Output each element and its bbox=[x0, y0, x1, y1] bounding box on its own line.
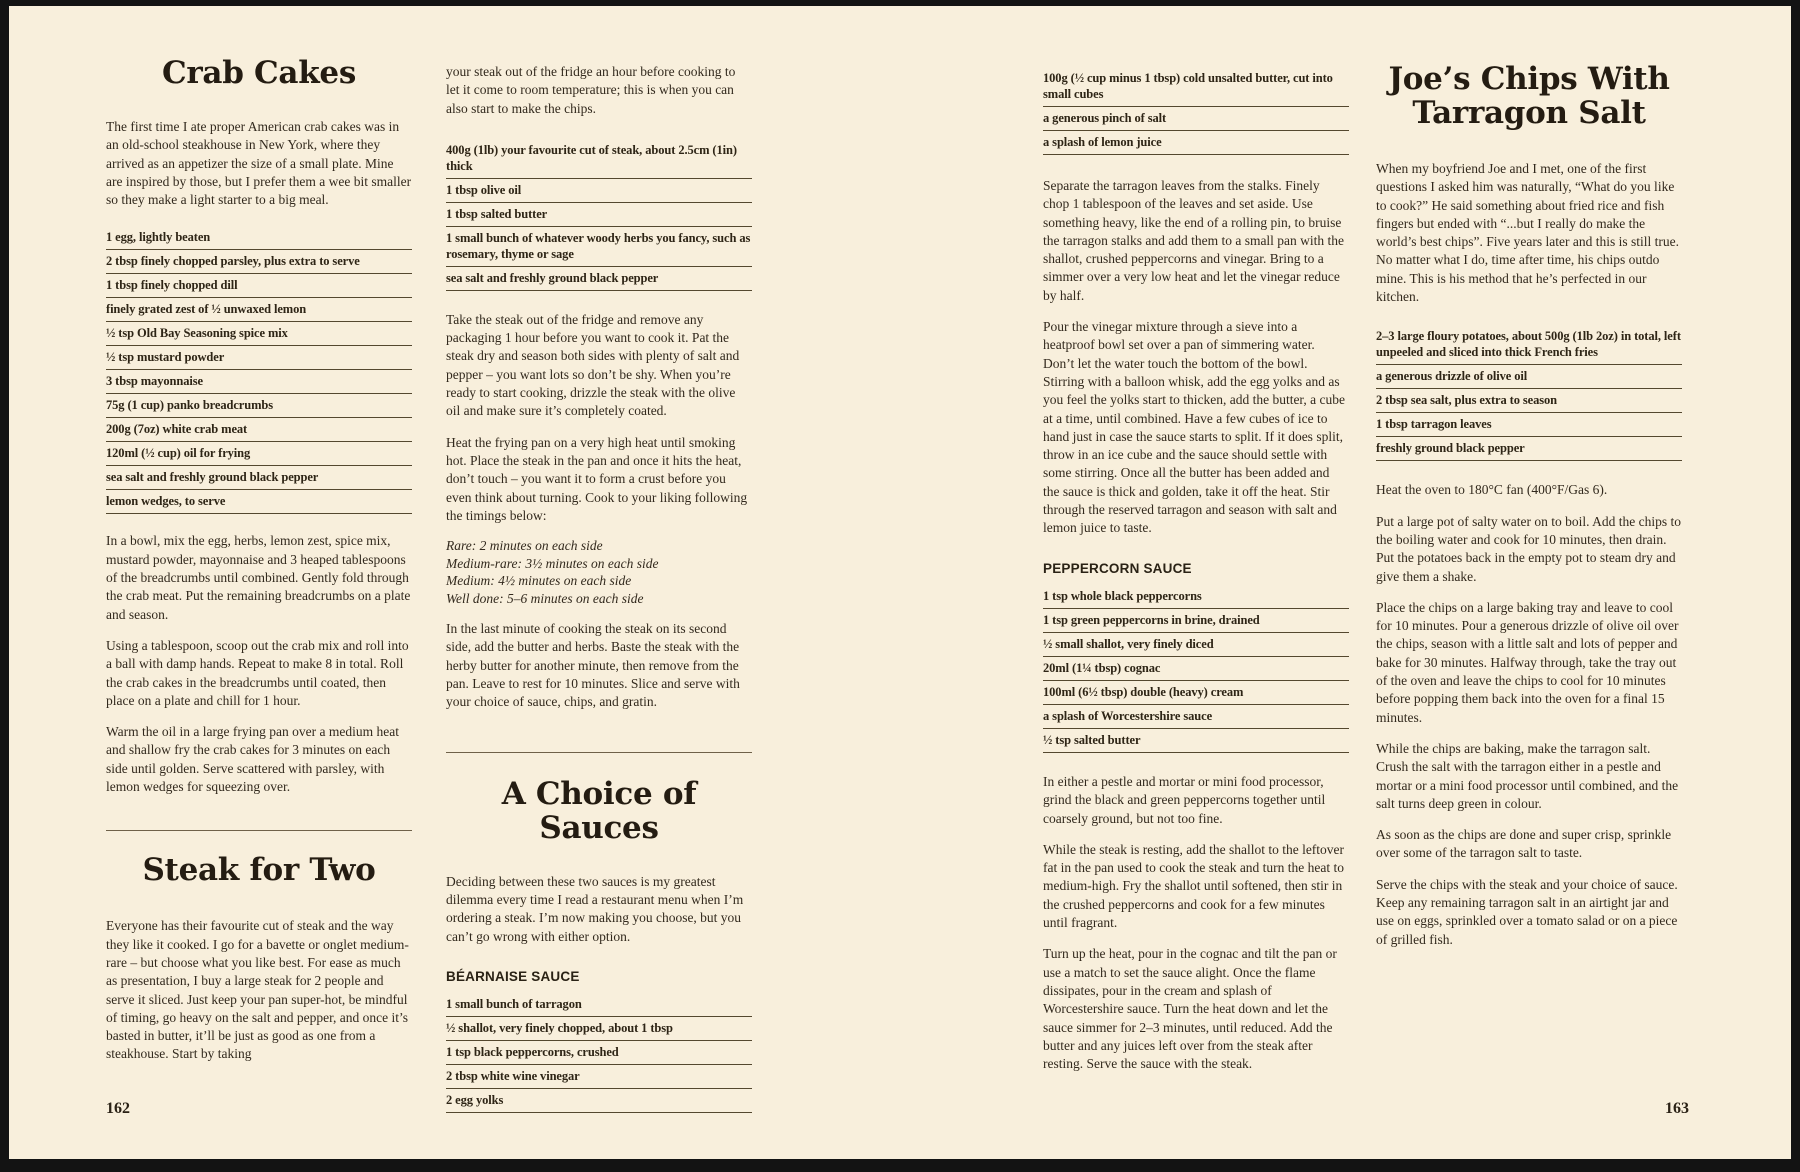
ingredient-item: 2 tbsp white wine vinegar bbox=[446, 1068, 752, 1089]
subrecipe-heading-bearnaise: BÉARNAISE SAUCE bbox=[446, 968, 580, 984]
ingredient-item: 3 tbsp mayonnaise bbox=[106, 373, 412, 394]
ingredient-item: 100g (½ cup minus 1 tbsp) cold unsalted butter, cut into small cubes bbox=[1043, 70, 1349, 107]
ingredient-item: 75g (1 cup) panko breadcrumbs bbox=[106, 397, 412, 418]
ingredient-item: ½ tsp salted butter bbox=[1043, 732, 1349, 753]
step-paragraph: Using a tablespoon, scoop out the crab mix and roll into a ball with damp hands. Repeat to make 8 in total. Roll the crab cakes in the breadcrumbs until coated, then place on a plate and chill for 1 hour. bbox=[106, 637, 409, 708]
step-paragraph: Warm the oil in a large frying pan over a medium heat and shallow fry the crab cakes for 3 minutes on each side until golden. Serve scattered with parsley, with lemon wedges for squeezing over. bbox=[106, 724, 399, 795]
timing-line: Medium-rare: 3½ minutes on each side bbox=[446, 555, 659, 571]
ingredient-item: 1 tbsp salted butter bbox=[446, 206, 752, 227]
step-paragraph: Heat the frying pan on a very high heat until smoking hot. Place the steak in the pan and once it hits the heat, don’t touch – you want it to form a crust before you even think about turning. Cook to your liking following the timings below: bbox=[446, 434, 748, 523]
recipe-title-crab-cakes: Crab Cakes bbox=[162, 55, 356, 91]
step-paragraph: Heat the oven to 180°C fan (400°F/Gas 6). bbox=[1376, 482, 1608, 498]
ingredient-item: a generous pinch of salt bbox=[1043, 110, 1349, 131]
step-paragraph: Separate the tarragon leaves from the stalks. Finely chop 1 tablespoon of the leaves and set aside. Use something heavy, like the end of a rolling pin, to bruise the tarragon stalks and add them to a small pan with the shallot, crushed peppercorns and vinegar. Bring to a simmer over a very low heat and let the vinegar reduce by half. bbox=[1043, 178, 1345, 303]
ingredient-item: a generous drizzle of olive oil bbox=[1376, 368, 1682, 389]
step-paragraph: Pour the vinegar mixture through a sieve into a heatproof bowl set over a pan of simmering water. Don’t let the water touch the bottom of the bowl. Stirring with a balloon whisk, add the egg yolks and as you feel the yolks start to thicken, add the butter, a cube at a time, until combined. Have a few cubes of ice to hand just in case the sauce starts to split. If it does split, throw in an ice cube and the sauce should settle with some stirring. Once all the butter has been added and the sauce is thick and golden, take it off the heat. Stir through the reserved tarragon and season with salt and lemon juice to taste. bbox=[1043, 319, 1345, 536]
timing-line: Rare: 2 minutes on each side bbox=[446, 538, 603, 554]
recipe-title-steak-for-two: Steak for Two bbox=[142, 852, 376, 889]
ingredient-item: 120ml (½ cup) oil for frying bbox=[106, 445, 412, 466]
timing-line: Well done: 5–6 minutes on each side bbox=[446, 590, 644, 606]
subrecipe-heading-peppercorn: PEPPERCORN SAUCE bbox=[1043, 560, 1192, 576]
ingredient-item: 2–3 large floury potatoes, about 500g (1lb 2oz) in total, left unpeeled and sliced into thick French fries bbox=[1376, 328, 1682, 365]
step-paragraph: In a bowl, mix the egg, herbs, lemon zest, spice mix, mustard powder, mayonnaise and 3 heaped tablespoons of the breadcrumbs until combined. Gently fold through the crab meat. Put the remaining breadcrumbs on a plate and season. bbox=[106, 533, 411, 622]
section-divider bbox=[446, 752, 752, 753]
cooking-timings bbox=[446, 537, 752, 607]
ingredient-item: 1 tsp black peppercorns, crushed bbox=[446, 1044, 752, 1065]
ingredient-item: 1 tsp whole black peppercorns bbox=[1043, 588, 1349, 609]
ingredient-list bbox=[1376, 328, 1682, 461]
ingredient-item: 2 tbsp sea salt, plus extra to season bbox=[1376, 392, 1682, 413]
ingredient-item: 1 small bunch of tarragon bbox=[446, 996, 752, 1017]
ingredient-item: ½ tsp mustard powder bbox=[106, 349, 412, 370]
column-2 bbox=[446, 63, 752, 1116]
page-number-right: 163 bbox=[1665, 1100, 1689, 1117]
ingredient-list bbox=[446, 142, 752, 291]
step-paragraph: Take the steak out of the fridge and remove any packaging 1 hour before you want to cook it. Pat the steak dry and season both sides with plenty of salt and pepper – you want lots so don’t be shy. When you’re ready to start cooking, drizzle the steak with the olive oil and make sure it’s completely coated. bbox=[446, 311, 740, 419]
ingredient-item: ½ shallot, very finely chopped, about 1 tbsp bbox=[446, 1020, 752, 1041]
recipe-intro: The first time I ate proper American crab cakes was in an old-school steakhouse in New York, where they arrived as an appetizer the size of a small plate. Mine are inspired by those, but I prefer them a wee bit smaller so they make a light starter to a big meal. bbox=[106, 119, 412, 208]
recipe-intro: Deciding between these two sauces is my greatest dilemma every time I read a restaurant menu when I’m ordering a steak. I’m now making you choose, but you can’t go wrong with either option. bbox=[446, 873, 744, 944]
ingredient-item: 100ml (6½ tbsp) double (heavy) cream bbox=[1043, 684, 1349, 705]
column-1 bbox=[106, 56, 412, 1064]
title-line-1: Joe’s Chips With bbox=[1388, 61, 1670, 97]
book-page-spread bbox=[9, 6, 1791, 1159]
step-paragraph: Put a large pot of salty water on to boil. Add the chips to the boiling water and cook for 10 minutes, then drain. Put the potatoes back in the empty pot to steam dry and give them a shake. bbox=[1376, 513, 1681, 584]
recipe-intro-continued: your steak out of the fridge an hour before cooking to let it come to room temperature; this is when you can also start to make the chips. bbox=[446, 64, 736, 116]
step-paragraph: In either a pestle and mortar or mini food processor, grind the black and green peppercorns together until coarsely ground, but not too fine. bbox=[1043, 773, 1326, 826]
recipe-intro: Everyone has their favourite cut of steak and the way they like it cooked. I go for a bavette or onglet medium-rare – but choose what you like best. For ease as much as presentation, I buy a large steak for 2 people and serve it sliced. Just keep your pan super-hot, be mindful of timing, go heavy on the salt and pepper, and once it’s basted in butter, it’ll be just as good as one from a steakhouse. Start by taking bbox=[106, 918, 409, 1062]
title-line-2: Tarragon Salt bbox=[1412, 95, 1646, 131]
timing-line: Medium: 4½ minutes on each side bbox=[446, 573, 632, 589]
ingredient-item: 400g (1lb) your favourite cut of steak, about 2.5cm (1in) thick bbox=[446, 142, 752, 179]
step-paragraph: As soon as the chips are done and super crisp, sprinkle over some of the tarragon salt to taste. bbox=[1376, 827, 1672, 861]
ingredient-item: ½ tsp Old Bay Seasoning spice mix bbox=[106, 325, 412, 346]
ingredient-item: 1 small bunch of whatever woody herbs you fancy, such as rosemary, thyme or sage bbox=[446, 230, 752, 267]
column-4 bbox=[1376, 62, 1682, 949]
step-paragraph: Serve the chips with the steak and your choice of sauce. Keep any remaining tarragon salt in an airtight jar and use on eggs, sprinkled over a tomato salad or on a piece of grilled fish. bbox=[1376, 876, 1678, 947]
ingredient-item: a splash of Worcestershire sauce bbox=[1043, 708, 1349, 729]
step-paragraph: While the steak is resting, add the shallot to the leftover fat in the pan used to cook the steak and turn the heat to medium-high. Fry the shallot until softened, then stir in the crushed peppercorns and cook for a few minutes until fragrant. bbox=[1043, 841, 1345, 931]
ingredient-item: a splash of lemon juice bbox=[1043, 134, 1349, 155]
ingredient-list-continued bbox=[1043, 70, 1349, 155]
recipe-title-choice-of-sauces: A Choice of Sauces bbox=[501, 775, 697, 846]
ingredient-list bbox=[1043, 588, 1349, 753]
step-paragraph: In the last minute of cooking the steak on its second side, add the butter and herbs. Baste the steak with the herby butter for another minute, then remove from the pan. Leave to rest for 10 minutes. Slice and serve with your choice of sauce, chips, and gratin. bbox=[446, 621, 740, 710]
step-paragraph: Place the chips on a large baking tray and leave to cool for 10 minutes. Pour a generous drizzle of olive oil over the chips, season with a little salt and lots of pepper and bake for 30 minutes. Halfway through, take the tray out of the oven and leave the chips to cool for 10 minutes before popping them back into the oven for a final 15 minutes. bbox=[1376, 599, 1679, 725]
ingredient-item: 1 egg, lightly beaten bbox=[106, 229, 412, 250]
step-paragraph: Turn up the heat, pour in the cognac and tilt the pan or use a match to set the sauce alight. Once the flame dissipates, pour in the cream and splash of Worcestershire sauce. Turn the heat down and let the sauce simmer for 2–3 minutes, until reduced. Add the butter and any juices left over from the steak after resting. Serve the sauce with the steak. bbox=[1043, 946, 1337, 1072]
ingredient-item: 2 egg yolks bbox=[446, 1092, 752, 1113]
ingredient-item: sea salt and freshly ground black pepper bbox=[106, 469, 412, 490]
ingredient-list bbox=[106, 229, 412, 514]
ingredient-item: finely grated zest of ½ unwaxed lemon bbox=[106, 301, 412, 322]
recipe-title-joes-chips bbox=[1376, 62, 1682, 130]
ingredient-item: freshly ground black pepper bbox=[1376, 440, 1682, 461]
ingredient-item: lemon wedges, to serve bbox=[106, 493, 412, 514]
ingredient-item: 20ml (1¼ tbsp) cognac bbox=[1043, 660, 1349, 681]
column-3 bbox=[1043, 70, 1349, 1073]
ingredient-item: 2 tbsp finely chopped parsley, plus extra to serve bbox=[106, 253, 412, 274]
recipe-intro: When my boyfriend Joe and I met, one of the first questions I asked him was naturally, “What do you like to cook?” He said something about fried rice and fish fingers but ended with “...but I really do make the world’s best chips”. Five years later and this is still true. No matter what I do, time after time, his chips outdo mine. This is his method that he’s perfected in our kitchen. bbox=[1376, 161, 1679, 305]
ingredient-item: 1 tbsp tarragon leaves bbox=[1376, 416, 1682, 437]
section-divider bbox=[106, 830, 412, 831]
ingredient-item: 1 tsp green peppercorns in brine, drained bbox=[1043, 612, 1349, 633]
ingredient-item: ½ small shallot, very finely diced bbox=[1043, 636, 1349, 657]
ingredient-item: 1 tbsp olive oil bbox=[446, 182, 752, 203]
page-number-left: 162 bbox=[106, 1100, 130, 1117]
ingredient-list bbox=[446, 996, 752, 1113]
step-paragraph: While the chips are baking, make the tarragon salt. Crush the salt with the tarragon either in a pestle and mortar or a mini food processor until combined, and the salt turns deep green in colour. bbox=[1376, 740, 1679, 811]
ingredient-item: 200g (7oz) white crab meat bbox=[106, 421, 412, 442]
ingredient-item: sea salt and freshly ground black pepper bbox=[446, 270, 752, 291]
ingredient-item: 1 tbsp finely chopped dill bbox=[106, 277, 412, 298]
